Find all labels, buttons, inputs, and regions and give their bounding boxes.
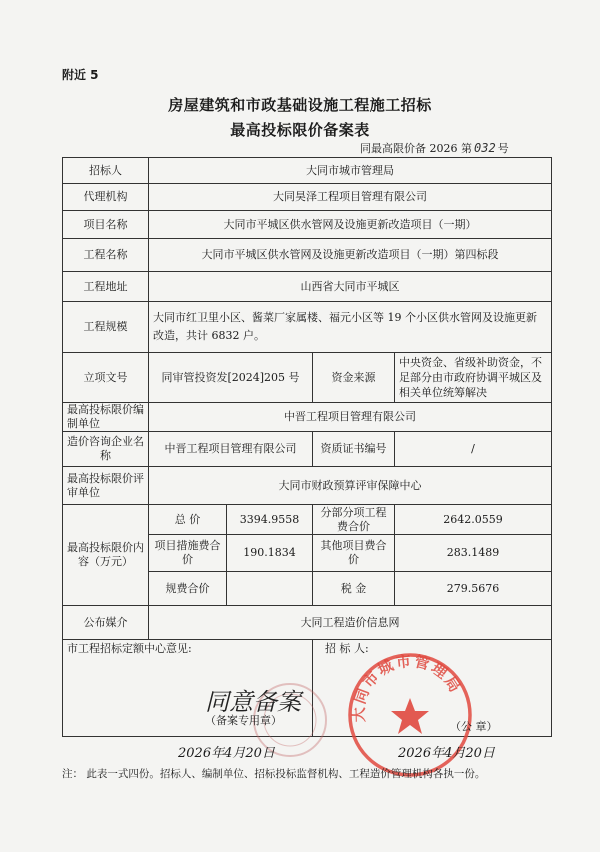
fund-source-value: 中央资金、省级补助资金，不足部分由市政府协调平城区及相关单位统筹解决 (395, 353, 552, 403)
compiler-label: 最高投标限价编制单位 (63, 403, 149, 432)
filing-suffix: 号 (497, 142, 509, 155)
seal-text: 大同市城市管理局 (349, 651, 466, 723)
fee-value (227, 572, 313, 606)
seal-note-right: （公 章） (450, 720, 498, 733)
document-title: 房屋建筑和市政基础设施工程施工招标 (168, 96, 432, 114)
row-reviewer (63, 467, 552, 505)
reviewer-value: 大同市财政预算评审保障中心 (149, 467, 552, 505)
subitem-value: 2642.0559 (395, 505, 552, 535)
fee-label: 规费合价 (149, 572, 227, 606)
filing-table (62, 157, 552, 737)
reviewer-label: 最高投标限价评审单位 (63, 467, 149, 505)
handwritten-approval: 同意备案 (205, 688, 301, 716)
approval-value: 同审管投资发[2024]205 号 (149, 353, 313, 403)
scale-label: 工程规模 (63, 302, 149, 353)
opinion-right-label: 招 标 人: (325, 642, 369, 655)
consultant-value: 中晋工程项目管理有限公司 (149, 432, 313, 467)
fund-source-label: 资金来源 (313, 353, 395, 403)
project-name-label: 项目名称 (63, 211, 149, 239)
engineering-name-value: 大同市平城区供水管网及设施更新改造项目（一期）第四标段 (149, 239, 552, 272)
measure-value: 190.1834 (227, 535, 313, 572)
total-label: 总 价 (149, 505, 227, 535)
agency-value: 大同昊泽工程项目管理有限公司 (149, 184, 552, 211)
row-approval (63, 353, 552, 403)
tenderer-label: 招标人 (63, 158, 149, 184)
row-project-name (63, 211, 552, 239)
scale-value: 大同市红卫里小区、酱菜厂家属楼、福元小区等 19 个小区供水管网及设施更新改造，共计 6832 户。 (149, 302, 552, 353)
measure-label: 项目措施费合 价 (149, 535, 227, 572)
compiler-value: 中晋工程项目管理有限公司 (149, 403, 552, 432)
row-address (63, 272, 552, 302)
date-right: 2026年4月20日 (398, 746, 495, 761)
tax-value: 279.5676 (395, 572, 552, 606)
media-value: 大同工程造价信息网 (149, 606, 552, 640)
agency-label: 代理机构 (63, 184, 149, 211)
date-left: 2026年4月20日 (178, 746, 275, 761)
row-compiler (63, 403, 552, 432)
tax-label: 税 金 (313, 572, 395, 606)
filing-prefix: 同最高限价备 2026 第 (360, 142, 472, 155)
document-subtitle: 最高投标限价备案表 (230, 121, 370, 139)
row-agency (63, 184, 552, 211)
row-consultant (63, 432, 552, 467)
cert-value: / (395, 432, 552, 467)
row-media (63, 606, 552, 640)
address-label: 工程地址 (63, 272, 149, 302)
row-tenderer (63, 158, 552, 184)
engineering-name-label: 工程名称 (63, 239, 149, 272)
media-label: 公布媒介 (63, 606, 149, 640)
project-name-value: 大同市平城区供水管网及设施更新改造项目（一期） (149, 211, 552, 239)
footnote: 注： 此表一式四份。招标人、编制单位、招标投标监督机构、工程造价管理机构各执一份。 (62, 768, 486, 780)
consultant-label: 造价咨询企业名称 (63, 432, 149, 467)
tenderer-value: 大同市城市管理局 (149, 158, 552, 184)
filing-handwritten-number: 032 (474, 141, 496, 155)
other-label: 其他项目费合 价 (313, 535, 395, 572)
opinion-left-label: 市工程招标定额中心意见: (67, 642, 192, 655)
filing-number (360, 140, 509, 156)
row-scale (63, 302, 552, 353)
row-engineering-name (63, 239, 552, 272)
subitem-label: 分部分项工程费合价 (313, 505, 395, 535)
address-value: 山西省大同市平城区 (149, 272, 552, 302)
seal-note-left: （备案专用章） (205, 714, 282, 727)
total-value: 3394.9558 (227, 505, 313, 535)
row-total (63, 505, 552, 535)
cert-label: 资质证书编号 (313, 432, 395, 467)
attachment-label: 附近 5 (62, 68, 99, 82)
other-value: 283.1489 (395, 535, 552, 572)
approval-label: 立项文号 (63, 353, 149, 403)
content-label: 最高投标限价内容（万元） (63, 505, 149, 606)
